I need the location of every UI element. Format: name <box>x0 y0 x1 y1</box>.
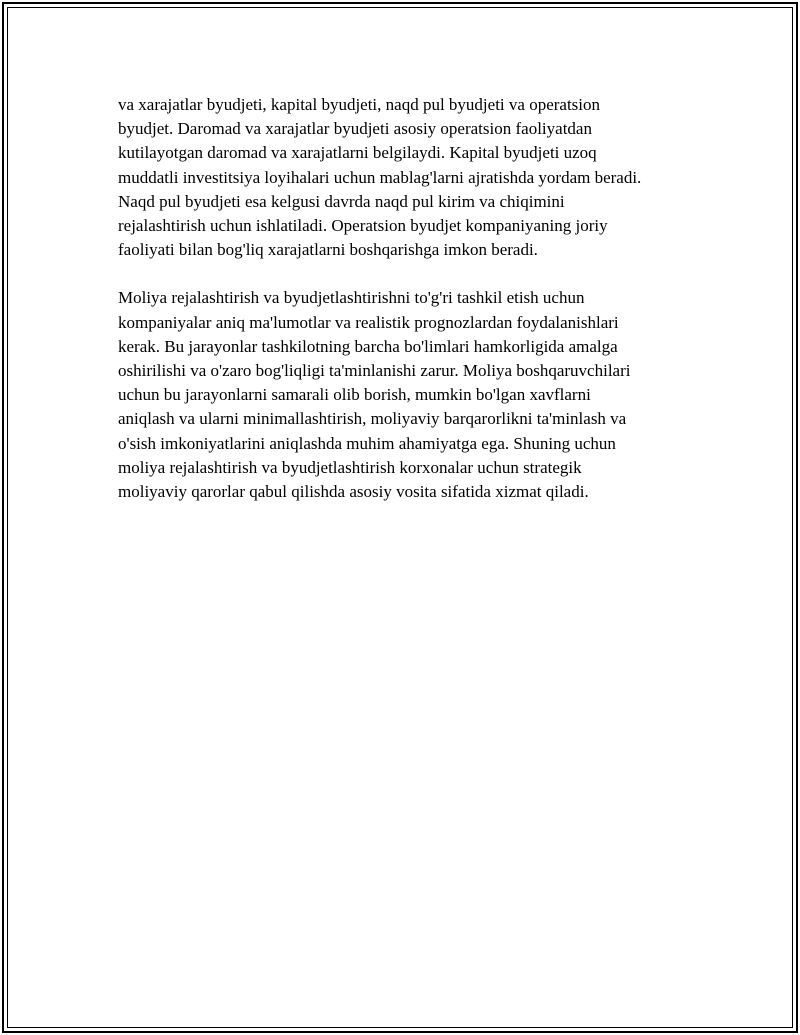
text-line: faoliyati bilan bog'liq xarajatlarni boshqarishga imkon beradi. <box>118 240 538 260</box>
text-line: moliyaviy qarorlar qabul qilishda asosiy vosita sifatida xizmat qiladi. <box>118 482 589 502</box>
text-line: kerak. Bu jarayonlar tashkilotning barcha bo'limlari hamkorligida amalga <box>118 336 618 356</box>
text-line: Moliya rejalashtirish va byudjetlashtirishni to'g'ri tashkil etish uchun <box>118 288 585 308</box>
text-line: byudjet. Daromad va xarajatlar byudjeti asosiy operatsion faoliyatdan <box>118 119 592 139</box>
text-line: o'sish imkoniyatlarini aniqlashda muhim ahamiyatga ega. Shuning uchun <box>118 433 616 453</box>
text-line: kutilayotgan daromad va xarajatlarni belgilaydi. Kapital byudjeti uzoq <box>118 143 597 163</box>
paragraph-spacer <box>118 262 718 286</box>
text-line: oshirilishi va o'zaro bog'liqligi ta'minlanishi zarur. Moliya boshqaruvchilari <box>118 361 631 381</box>
paragraph-budget-types <box>118 93 718 262</box>
text-line: muddatli investitsiya loyihalari uchun mablag'larni ajratishda yordam beradi. <box>118 167 642 187</box>
text-line: aniqlash va ularni minimallashtirish, moliyaviy barqarorlikni ta'minlash va <box>118 409 627 429</box>
text-line: uchun bu jarayonlarni samarali olib borish, mumkin bo'lgan xavflarni <box>118 385 591 405</box>
paragraph-planning-importance <box>118 286 718 504</box>
text-line: rejalashtirish uchun ishlatiladi. Operatsion byudjet kompaniyaning joriy <box>118 216 608 236</box>
text-line: kompaniyalar aniq ma'lumotlar va realistik prognozlardan foydalanishlari <box>118 312 619 332</box>
text-line: Naqd pul byudjeti esa kelgusi davrda naqd pul kirim va chiqimini <box>118 191 565 211</box>
document-body <box>118 93 718 504</box>
text-line: va xarajatlar byudjeti, kapital byudjeti, naqd pul byudjeti va operatsion <box>118 95 601 114</box>
text-line: moliya rejalashtirish va byudjetlashtirish korxonalar uchun strategik <box>118 457 582 477</box>
